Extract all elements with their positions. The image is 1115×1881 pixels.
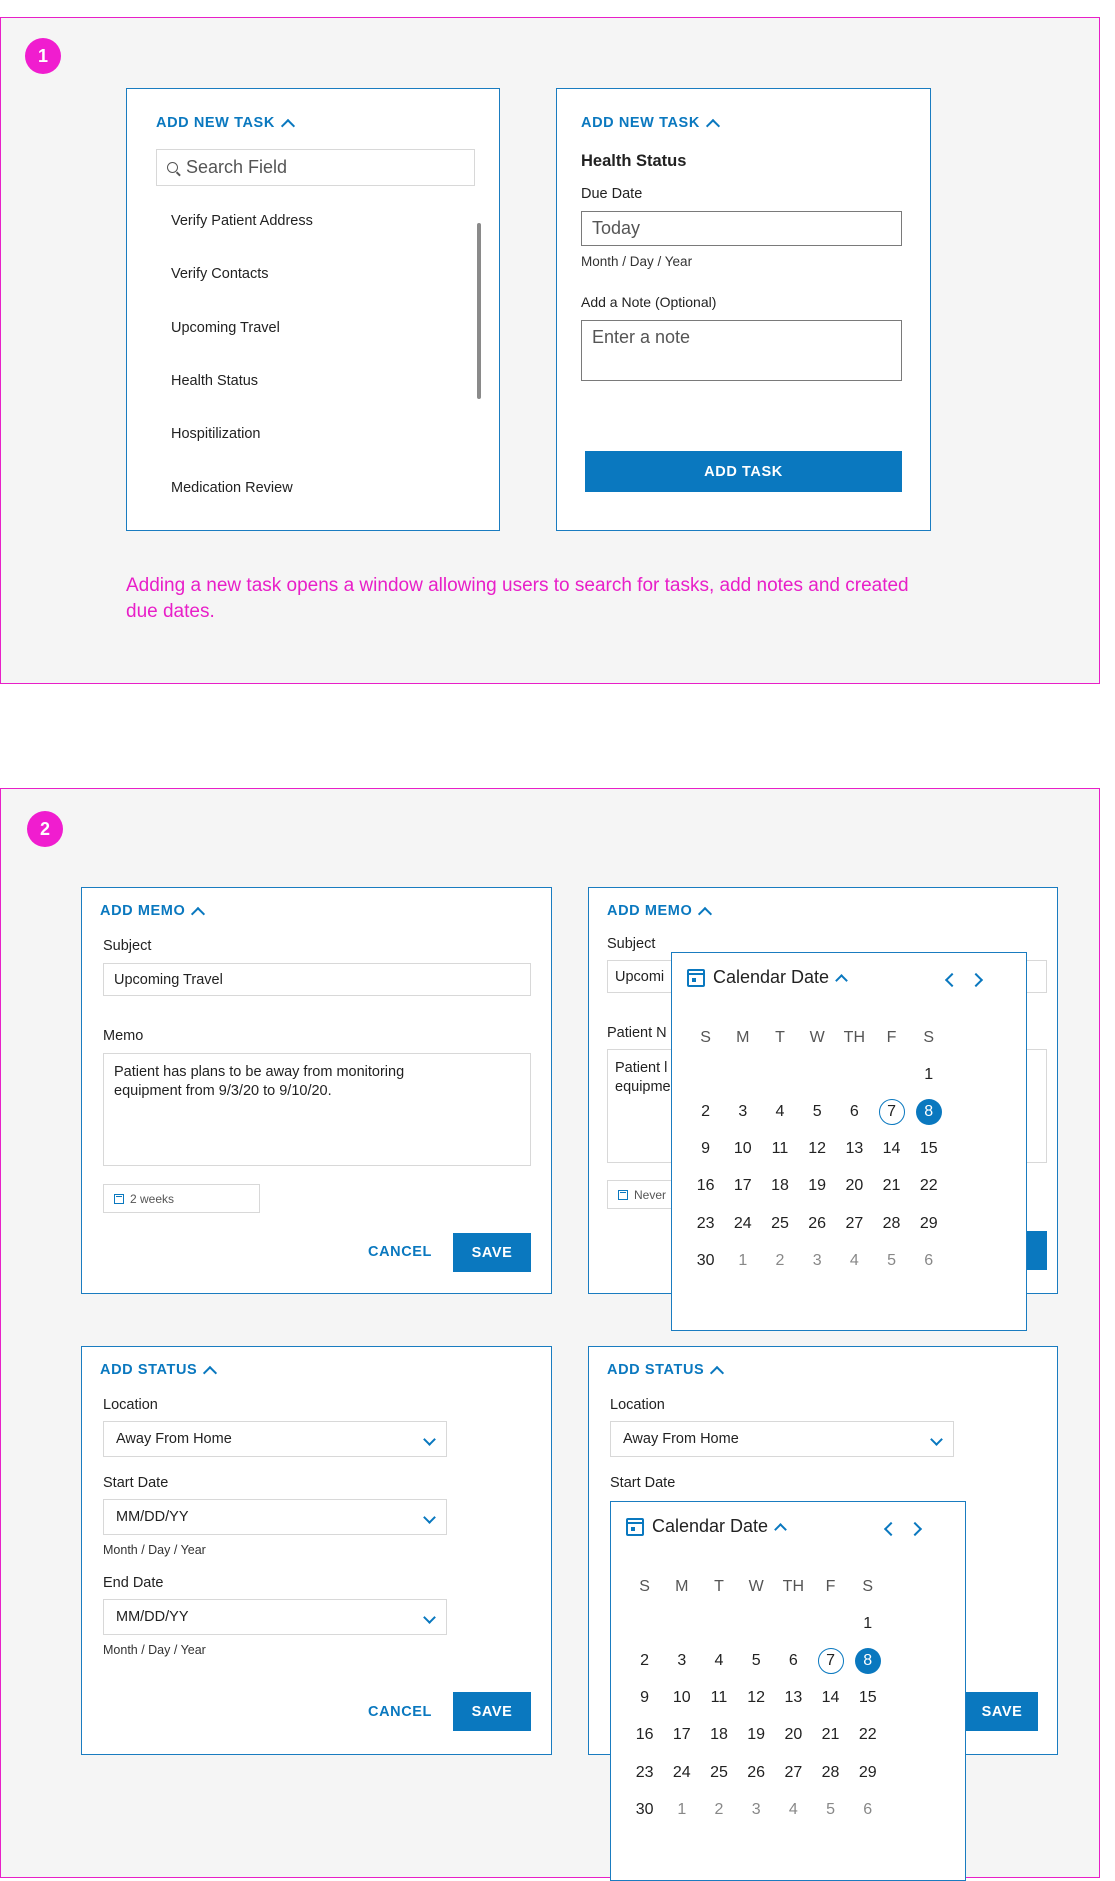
calendar-icon <box>626 1518 644 1536</box>
calendar-empty <box>663 1605 700 1642</box>
weekday-label: F <box>886 1028 897 1046</box>
add-memo-toggle[interactable] <box>100 903 203 919</box>
step-marker-2: 2 <box>27 811 63 847</box>
calendar-nav <box>947 975 981 985</box>
start-date-value: MM/DD/YY <box>116 1509 189 1525</box>
memo-field[interactable] <box>103 1053 531 1166</box>
location-value: Away From Home <box>116 1431 232 1447</box>
calendar-empty <box>687 1056 724 1093</box>
weekday-label: T <box>775 1028 785 1046</box>
chevron-up-icon <box>706 118 720 132</box>
add-task-detail-card <box>556 88 931 531</box>
calendar-icon <box>687 969 705 987</box>
task-option[interactable]: Verify Contacts <box>171 266 269 282</box>
calendar-popup <box>610 1501 966 1881</box>
memo-text: equipme <box>615 1079 671 1095</box>
subject-label: Subject <box>103 938 152 954</box>
calendar-day[interactable]: 9 <box>701 1140 711 1158</box>
calendar-day[interactable]: 15 <box>919 1140 938 1158</box>
step-marker-1: 1 <box>25 38 61 74</box>
card-header-label: ADD STATUS <box>100 1362 198 1378</box>
calendar-empty <box>799 1056 836 1093</box>
calendar-day[interactable]: 28 <box>882 1214 901 1232</box>
weekday-label: F <box>825 1577 836 1595</box>
weekday-label: S <box>923 1028 935 1046</box>
chevron-up-icon <box>774 1523 787 1536</box>
search-icon <box>167 162 178 173</box>
duration-value: 2 weeks <box>130 1191 175 1206</box>
calendar-day[interactable]: 23 <box>696 1214 715 1232</box>
add-memo-card <box>81 887 552 1294</box>
subject-value: Upcomi <box>615 968 665 985</box>
card-header-label: ADD STATUS <box>607 1362 705 1378</box>
chevron-up-icon <box>698 906 712 920</box>
duration-field[interactable] <box>103 1184 260 1213</box>
duration-value: Never <box>634 1187 667 1202</box>
note-label: Add a Note (Optional) <box>581 294 717 310</box>
calendar-day[interactable] <box>910 1093 947 1130</box>
calendar-day[interactable]: 2 <box>701 1102 711 1120</box>
subject-label: Subject <box>607 936 656 952</box>
calendar-day[interactable]: 1 <box>924 1065 934 1083</box>
calendar-day[interactable]: 13 <box>784 1689 803 1707</box>
section-1 <box>0 17 1100 684</box>
calendar-day[interactable]: 20 <box>845 1177 864 1195</box>
task-option[interactable]: Health Status <box>171 373 259 389</box>
calendar-day[interactable]: 23 <box>635 1763 654 1781</box>
calendar-day[interactable]: 5 <box>812 1102 822 1120</box>
patient-label: Patient N <box>607 1025 667 1041</box>
card-header-label: ADD MEMO <box>100 903 186 919</box>
subject-field[interactable]: Upcoming Travel <box>103 963 531 996</box>
calendar-day[interactable]: 5 <box>826 1800 835 1818</box>
due-date-hint: Month / Day / Year <box>581 254 693 269</box>
calendar-day[interactable]: 24 <box>672 1763 691 1781</box>
calendar-empty <box>775 1605 812 1642</box>
calendar-header[interactable] <box>626 1516 785 1537</box>
calendar-day[interactable]: 28 <box>821 1763 840 1781</box>
search-input[interactable] <box>156 149 475 186</box>
start-date-label: Start Date <box>103 1475 169 1491</box>
save-button[interactable]: SAVE <box>453 1233 531 1272</box>
calendar-day[interactable]: 27 <box>784 1763 803 1781</box>
chevron-up-icon <box>203 1365 217 1379</box>
calendar-empty <box>738 1605 775 1642</box>
calendar-day[interactable]: 5 <box>751 1651 761 1669</box>
chevron-up-icon <box>281 118 295 132</box>
calendar-day[interactable]: 14 <box>882 1140 901 1158</box>
save-button[interactable]: SAVE <box>966 1692 1038 1731</box>
weekday-label: M <box>675 1577 689 1595</box>
calendar-day[interactable]: 16 <box>696 1177 715 1195</box>
calendar-day[interactable]: 15 <box>858 1689 877 1707</box>
calendar-day[interactable]: 9 <box>640 1689 650 1707</box>
memo-label: Memo <box>103 1028 144 1044</box>
calendar-day[interactable]: 4 <box>775 1102 785 1120</box>
calendar-day[interactable]: 10 <box>672 1689 691 1707</box>
calendar-day[interactable]: 4 <box>788 1800 798 1818</box>
calendar-day[interactable]: 26 <box>747 1763 766 1781</box>
add-status-toggle[interactable] <box>607 1362 722 1378</box>
weekday-label: TH <box>782 1577 804 1595</box>
memo-text: Patient l <box>615 1060 668 1076</box>
calendar-day[interactable]: 12 <box>747 1689 766 1707</box>
section-1-caption: Adding a new task opens a window allowing users to search for tasks, add notes and created due dates. <box>126 575 909 622</box>
calendar-day[interactable]: 3 <box>751 1800 761 1818</box>
calendar-day[interactable]: 22 <box>919 1177 938 1195</box>
calendar-icon <box>618 1190 628 1200</box>
location-value: Away From Home <box>623 1431 739 1447</box>
chevron-up-icon <box>710 1365 724 1379</box>
calendar-day[interactable]: 19 <box>808 1177 827 1195</box>
start-date-hint: Month / Day / Year <box>103 1543 206 1557</box>
calendar-day[interactable]: 12 <box>808 1140 827 1158</box>
calendar-popup <box>671 952 1027 1331</box>
calendar-day[interactable]: 25 <box>771 1214 789 1232</box>
calendar-day[interactable]: 27 <box>845 1214 864 1232</box>
weekday-label: TH <box>843 1028 865 1046</box>
weekday-label: S <box>639 1577 650 1595</box>
chevron-right-icon[interactable] <box>969 973 983 987</box>
chevron-left-icon[interactable] <box>884 1522 898 1536</box>
calendar-day[interactable]: 4 <box>849 1251 859 1269</box>
location-select[interactable] <box>103 1421 447 1457</box>
calendar-day[interactable]: 21 <box>882 1177 901 1195</box>
cancel-button[interactable]: CANCEL <box>368 1704 433 1720</box>
chevron-left-icon[interactable] <box>945 973 959 987</box>
calendar-day[interactable]: 20 <box>784 1726 803 1744</box>
chevron-down-icon <box>423 1511 436 1524</box>
calendar-day[interactable]: 30 <box>696 1251 715 1269</box>
calendar-day[interactable]: 29 <box>858 1763 877 1781</box>
calendar-day[interactable]: 26 <box>808 1214 827 1232</box>
calendar-day[interactable]: 5 <box>887 1251 896 1269</box>
calendar-day[interactable]: 10 <box>733 1140 752 1158</box>
calendar-empty <box>626 1605 663 1642</box>
card-header-label: ADD MEMO <box>607 903 693 919</box>
today-day: 7 <box>879 1099 905 1125</box>
weekday-label: S <box>862 1577 874 1595</box>
task-title: Health Status <box>581 152 687 170</box>
calendar-day[interactable] <box>873 1093 910 1130</box>
add-new-task-toggle[interactable] <box>156 115 293 131</box>
calendar-day[interactable]: 11 <box>710 1689 728 1707</box>
calendar-day[interactable]: 6 <box>849 1102 859 1120</box>
calendar-day[interactable]: 17 <box>672 1726 691 1744</box>
end-date-value: MM/DD/YY <box>116 1609 189 1625</box>
weekday-label: W <box>748 1577 764 1595</box>
calendar-empty <box>761 1056 798 1093</box>
calendar-empty <box>812 1605 849 1642</box>
calendar-day[interactable]: 29 <box>919 1214 938 1232</box>
calendar-day[interactable]: 11 <box>771 1140 789 1158</box>
calendar-day[interactable]: 18 <box>710 1726 728 1744</box>
end-date-label: End Date <box>103 1575 164 1591</box>
location-select[interactable] <box>610 1421 954 1457</box>
calendar-day[interactable]: 1 <box>863 1614 873 1632</box>
weekday-label: W <box>809 1028 825 1046</box>
cancel-button[interactable]: CANCEL <box>368 1244 433 1260</box>
end-date-select[interactable] <box>103 1599 447 1635</box>
calendar-grid <box>626 1568 886 1828</box>
calendar-empty <box>836 1056 873 1093</box>
card-header-label: ADD NEW TASK <box>156 115 275 131</box>
calendar-day[interactable]: 1 <box>738 1251 748 1269</box>
chevron-up-icon <box>191 906 205 920</box>
add-status-card <box>81 1346 552 1755</box>
calendar-day[interactable]: 3 <box>738 1102 748 1120</box>
calendar-day[interactable]: 2 <box>775 1251 785 1269</box>
calendar-day[interactable]: 6 <box>788 1651 798 1669</box>
task-option[interactable]: Medication Review <box>171 480 293 496</box>
task-option[interactable]: Verify Patient Address <box>171 213 313 229</box>
calendar-day[interactable]: 3 <box>812 1251 822 1269</box>
save-button[interactable]: SAVE <box>453 1692 531 1731</box>
due-date-field[interactable]: Today <box>581 211 902 246</box>
today-day: 7 <box>818 1648 844 1674</box>
calendar-empty <box>873 1056 910 1093</box>
calendar-grid <box>687 1019 947 1279</box>
calendar-title: Calendar Date <box>713 967 830 987</box>
calendar-day[interactable]: 4 <box>714 1651 724 1669</box>
calendar-day[interactable]: 25 <box>710 1763 728 1781</box>
calendar-nav <box>886 1524 920 1534</box>
search-placeholder: Search Field <box>186 157 288 177</box>
calendar-empty <box>724 1056 761 1093</box>
weekday-label: S <box>700 1028 711 1046</box>
calendar-header[interactable] <box>687 967 846 988</box>
weekday-label: M <box>736 1028 750 1046</box>
start-date-label: Start Date <box>610 1475 676 1491</box>
end-date-hint: Month / Day / Year <box>103 1643 206 1657</box>
memo-text: Patient has plans to be away from monitoring equipment from 9/3/20 to 9/10/20. <box>114 1064 405 1099</box>
weekday-label: T <box>714 1577 724 1595</box>
chevron-down-icon <box>930 1433 943 1446</box>
calendar-title: Calendar Date <box>652 1516 769 1536</box>
location-label: Location <box>103 1397 158 1413</box>
calendar-day[interactable]: 1 <box>677 1800 687 1818</box>
add-new-task-toggle[interactable] <box>581 115 718 131</box>
start-date-select[interactable] <box>103 1499 447 1535</box>
chevron-down-icon <box>423 1433 436 1446</box>
section-2 <box>0 788 1100 1878</box>
calendar-day[interactable]: 24 <box>733 1214 752 1232</box>
chevron-up-icon <box>835 974 848 987</box>
card-header-label: ADD NEW TASK <box>581 115 700 131</box>
scrollbar[interactable] <box>477 223 481 399</box>
task-option[interactable]: Hospitilization <box>171 426 261 442</box>
calendar-day[interactable]: 3 <box>677 1651 687 1669</box>
calendar-day[interactable]: 22 <box>858 1726 877 1744</box>
calendar-day[interactable]: 13 <box>845 1140 864 1158</box>
calendar-day[interactable]: 18 <box>771 1177 789 1195</box>
calendar-day[interactable]: 16 <box>635 1726 654 1744</box>
task-option[interactable]: Upcoming Travel <box>171 320 280 336</box>
calendar-day[interactable]: 2 <box>640 1651 650 1669</box>
chevron-right-icon[interactable] <box>908 1522 922 1536</box>
calendar-day[interactable] <box>812 1642 849 1679</box>
add-task-button[interactable]: ADD TASK <box>585 451 902 492</box>
calendar-day[interactable]: 6 <box>924 1251 934 1269</box>
location-label: Location <box>610 1397 665 1413</box>
calendar-day[interactable]: 30 <box>635 1800 654 1818</box>
note-placeholder: Enter a note <box>592 327 691 347</box>
add-status-toggle[interactable] <box>100 1362 215 1378</box>
add-memo-toggle[interactable] <box>607 903 710 919</box>
calendar-day[interactable]: 17 <box>733 1177 752 1195</box>
note-field[interactable] <box>581 320 902 381</box>
due-date-label: Due Date <box>581 186 643 202</box>
selected-day: 8 <box>916 1099 942 1125</box>
add-task-list-card <box>126 88 500 531</box>
calendar-day[interactable]: 21 <box>821 1726 840 1744</box>
calendar-day[interactable]: 6 <box>863 1800 873 1818</box>
calendar-day[interactable]: 14 <box>821 1689 840 1707</box>
calendar-empty <box>700 1605 737 1642</box>
calendar-day[interactable] <box>849 1642 886 1679</box>
calendar-icon <box>114 1194 124 1204</box>
chevron-down-icon <box>423 1611 436 1624</box>
calendar-day[interactable]: 19 <box>747 1726 766 1744</box>
selected-day: 8 <box>855 1648 881 1674</box>
calendar-day[interactable]: 2 <box>714 1800 724 1818</box>
